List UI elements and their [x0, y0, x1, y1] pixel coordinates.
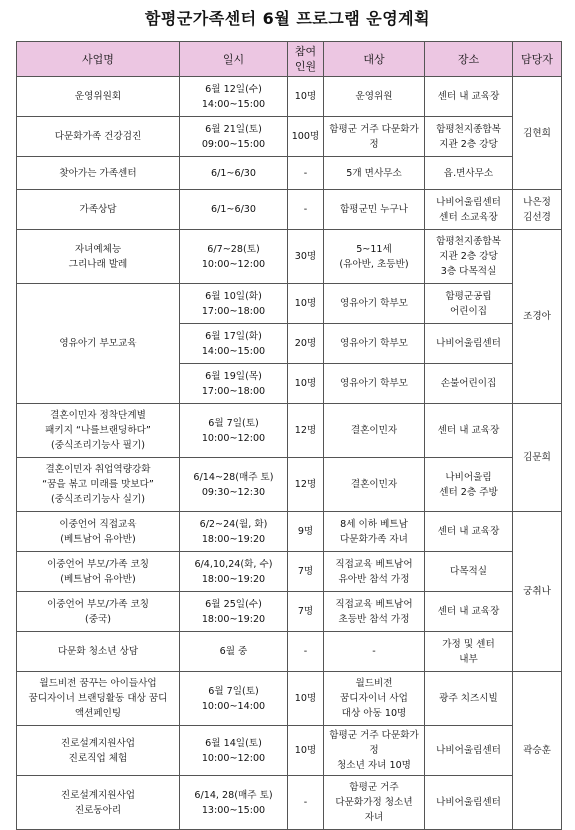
- cell-target: 결혼이민자: [324, 404, 425, 458]
- cell-count: 20명: [288, 324, 324, 364]
- table-row: [17, 552, 562, 592]
- cell-datetime: 6/1~6/30: [180, 190, 288, 230]
- cell-program: 다문화가족 건강검진: [17, 117, 180, 157]
- cell-datetime: 6월 12일(수) 14:00~15:00: [180, 77, 288, 117]
- cell-program: 결혼이민자 취업역량강화 “꿈을 볶고 미래를 맛보다” (중식조리기능사 실기): [17, 458, 180, 512]
- table-row: [17, 776, 562, 830]
- cell-target: 운영위원: [324, 77, 425, 117]
- cell-program: 이중언어 부모/가족 코칭 (베트남어 유아반): [17, 552, 180, 592]
- cell-manager: 궁취나: [513, 512, 562, 672]
- header-datetime: 일시: [180, 42, 288, 77]
- cell-target: 함평군 거주 다문화가정 청소년 자녀 10명: [324, 726, 425, 776]
- cell-place: 다목적실: [425, 552, 513, 592]
- cell-count: 12명: [288, 458, 324, 512]
- cell-datetime: 6월 19일(목) 17:00~18:00: [180, 364, 288, 404]
- cell-place: 센터 내 교육장: [425, 592, 513, 632]
- cell-place: 손불어린이집: [425, 364, 513, 404]
- cell-target: 5~11세 (유아반, 초등반): [324, 230, 425, 284]
- cell-program: 운영위원회: [17, 77, 180, 117]
- cell-datetime: 6/7~28(토) 10:00~12:00: [180, 230, 288, 284]
- cell-target: 8세 이하 베트남 다문화가족 자녀: [324, 512, 425, 552]
- cell-target: 월드비전 꿈디자이너 사업 대상 아동 10명: [324, 672, 425, 726]
- program-table: [16, 41, 562, 830]
- cell-program: 결혼이민자 정착단계별 패키지 “나를브랜딩하다” (중식조리기능사 필기): [17, 404, 180, 458]
- cell-target: 직접교육 베트남어 유아반 참석 가정: [324, 552, 425, 592]
- cell-target: 5개 면사무소: [324, 157, 425, 190]
- cell-target: 함평군 거주 다문화가정 청소년 자녀: [324, 776, 425, 830]
- cell-program: 자녀예체능 그리나래 발레: [17, 230, 180, 284]
- cell-place: 나비어울림센터: [425, 324, 513, 364]
- cell-manager: 곽승훈: [513, 672, 562, 830]
- cell-place: 센터 내 교육장: [425, 404, 513, 458]
- cell-place: 광주 치즈시빌: [425, 672, 513, 726]
- cell-count: 10명: [288, 672, 324, 726]
- cell-program: 가족상담: [17, 190, 180, 230]
- cell-count: -: [288, 776, 324, 830]
- cell-program: 다문화 청소년 상담: [17, 632, 180, 672]
- table-row: [17, 592, 562, 632]
- table-row: [17, 512, 562, 552]
- table-row: [17, 230, 562, 284]
- cell-place: 나비어울림 센터 2층 주방: [425, 458, 513, 512]
- cell-target: 함평군민 누구나: [324, 190, 425, 230]
- cell-place: 나비어울림센터: [425, 726, 513, 776]
- table-row: [17, 726, 562, 776]
- cell-count: -: [288, 632, 324, 672]
- cell-program: 진로설계지원사업 진로동아리: [17, 776, 180, 830]
- cell-manager: 김현희: [513, 77, 562, 190]
- cell-manager: 김문희: [513, 404, 562, 512]
- header-count: 참여 인원: [288, 42, 324, 77]
- document-title: 함평군가족센터 6월 프로그램 운영계획: [144, 9, 431, 28]
- table-row: [17, 77, 562, 117]
- cell-program: 이중언어 직접교육 (베트남어 유아반): [17, 512, 180, 552]
- cell-place: 가정 및 센터 내부: [425, 632, 513, 672]
- cell-target: 직접교육 베트남어 초등반 참석 가정: [324, 592, 425, 632]
- cell-target: 결혼이민자: [324, 458, 425, 512]
- cell-target: -: [324, 632, 425, 672]
- cell-count: 12명: [288, 404, 324, 458]
- cell-count: -: [288, 157, 324, 190]
- cell-count: 30명: [288, 230, 324, 284]
- cell-count: 100명: [288, 117, 324, 157]
- cell-count: 7명: [288, 552, 324, 592]
- cell-place: 함평천지종합복 지관 2층 강당: [425, 117, 513, 157]
- cell-program: 찾아가는 가족센터: [17, 157, 180, 190]
- cell-program: 이중언어 부모/가족 코칭 (중국): [17, 592, 180, 632]
- table-row: [17, 632, 562, 672]
- cell-place: 함평군공립 어린이집: [425, 284, 513, 324]
- cell-datetime: 6월 10일(화) 17:00~18:00: [180, 284, 288, 324]
- cell-manager: 조경아: [513, 230, 562, 404]
- cell-target: 영유아기 학부모: [324, 364, 425, 404]
- cell-datetime: 6/4,10,24(화, 수) 18:00~19:20: [180, 552, 288, 592]
- cell-place: 함평천지종합복 지관 2층 강당 3층 다목적실: [425, 230, 513, 284]
- cell-datetime: 6/14~28(매주 토) 09:30~12:30: [180, 458, 288, 512]
- cell-place: 나비어울림센터 센터 소교육장: [425, 190, 513, 230]
- cell-place: 읍.면사무소: [425, 157, 513, 190]
- table-row: [17, 404, 562, 458]
- table-row: [17, 458, 562, 512]
- header-target: 대상: [324, 42, 425, 77]
- cell-program: 진로설계지원사업 진로직업 체험: [17, 726, 180, 776]
- cell-target: 영유아기 학부모: [324, 284, 425, 324]
- cell-datetime: 6월 17일(화) 14:00~15:00: [180, 324, 288, 364]
- table-row: [17, 284, 562, 324]
- cell-datetime: 6월 21일(토) 09:00~15:00: [180, 117, 288, 157]
- cell-datetime: 6월 25일(수) 18:00~19:20: [180, 592, 288, 632]
- cell-datetime: 6월 7일(토) 10:00~12:00: [180, 404, 288, 458]
- cell-datetime: 6/2~24(월, 화) 18:00~19:20: [180, 512, 288, 552]
- cell-count: 7명: [288, 592, 324, 632]
- cell-datetime: 6월 7일(토) 10:00~14:00: [180, 672, 288, 726]
- header-manager: 담당자: [513, 42, 562, 77]
- table-row: [17, 190, 562, 230]
- cell-datetime: 6/1~6/30: [180, 157, 288, 190]
- cell-count: 10명: [288, 284, 324, 324]
- header-place: 장소: [425, 42, 513, 77]
- cell-count: 10명: [288, 77, 324, 117]
- table-row: [17, 157, 562, 190]
- cell-program: 영유아기 부모교육: [17, 284, 180, 404]
- cell-target: 영유아기 학부모: [324, 324, 425, 364]
- header-program: 사업명: [17, 42, 180, 77]
- cell-datetime: 6월 중: [180, 632, 288, 672]
- table-header-row: [17, 42, 562, 77]
- cell-count: 10명: [288, 726, 324, 776]
- cell-datetime: 6월 14일(토) 10:00~12:00: [180, 726, 288, 776]
- cell-count: 9명: [288, 512, 324, 552]
- cell-count: -: [288, 190, 324, 230]
- cell-count: 10명: [288, 364, 324, 404]
- cell-place: 센터 내 교육장: [425, 512, 513, 552]
- cell-place: 센터 내 교육장: [425, 77, 513, 117]
- table-row: [17, 672, 562, 726]
- cell-target: 함평군 거주 다문화가정: [324, 117, 425, 157]
- cell-program: 월드비전 꿈꾸는 아이들사업 꿈디자이너 브랜딩활동 대상 꿈디 액션페인팅: [17, 672, 180, 726]
- cell-manager: 나은정 김선경: [513, 190, 562, 230]
- cell-place: 나비어울림센터: [425, 776, 513, 830]
- cell-datetime: 6/14, 28(매주 토) 13:00~15:00: [180, 776, 288, 830]
- table-row: [17, 117, 562, 157]
